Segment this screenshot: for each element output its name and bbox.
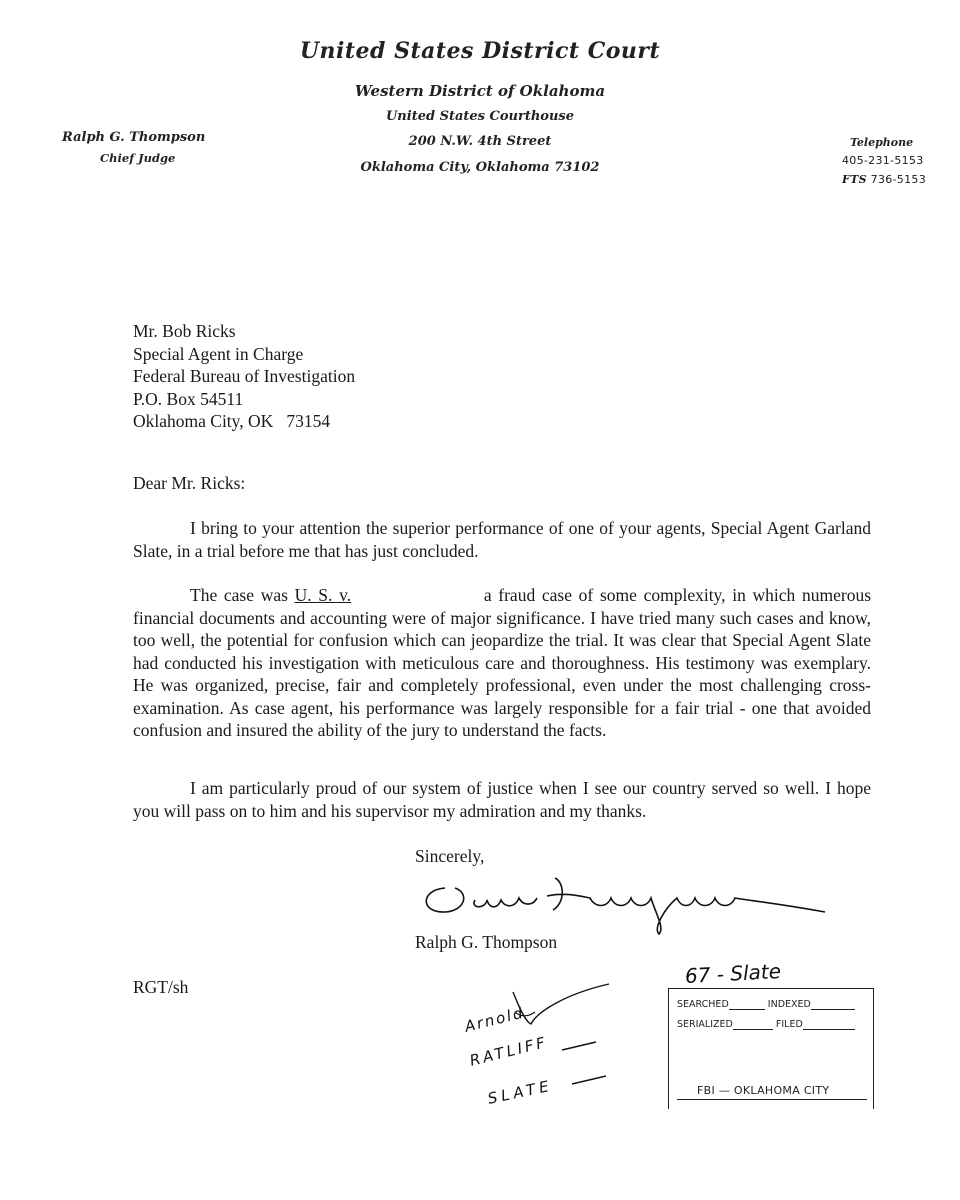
salutation: Dear Mr. Ricks: [133,473,246,493]
body-paragraph-1 [133,517,871,562]
stamp-office: FBI — OKLAHOMA CITY [697,1084,830,1097]
stamp-filed-label: FILED [775,1019,803,1030]
recipient-po-box: P.O. Box 54511 [133,388,244,409]
paragraph-1-text: I bring to your attention the superior performance of one of your agents, Special Agent Garland Slate, in a trial before me that has just concluded. [133,518,871,561]
handwritten-dash-2 [570,1074,610,1086]
courthouse-name: United States Courthouse [385,109,575,124]
recipient-organization: Federal Bureau of Investigation [133,366,356,386]
fts-value: 736-5153 [870,173,926,186]
handwritten-signature [415,868,835,938]
telephone-label: Telephone [850,136,914,149]
telephone-number: 405-231-5153 [842,154,924,167]
body-paragraph-3 [133,777,871,822]
handwritten-file-number: 67 - Slate [684,958,782,988]
signer-name: Ralph G. Thompson [415,932,558,952]
handwritten-dash-1 [560,1040,600,1052]
judge-title: Chief Judge [100,151,176,165]
case-name [295,585,478,605]
paragraph-2-start: The case was [190,585,295,605]
fts-number [842,173,926,186]
recipient-address [133,320,355,433]
courthouse-city: Oklahoma City, Oklahoma 73102 [360,160,600,175]
judge-name: Ralph G. Thompson [62,130,206,145]
typist-initials: RGT/sh [133,977,189,997]
stamp-searched-label: SEARCHED [677,999,729,1010]
fts-label: FTS [842,173,867,186]
recipient-title: Special Agent in Charge [133,343,304,364]
stamp-indexed-label: INDEXED [767,999,811,1010]
handwritten-note-line3: SLATE [486,1076,555,1108]
courthouse-street: 200 N.W. 4th Street [408,134,552,149]
recipient-name: Mr. Bob Ricks [133,321,236,341]
paragraph-2-rest: a fraud case of some complexity, in which numerous financial documents and accounting were of major significance. I have tried many such cases and know, too well, the potential for confusion which can jeopardize the trial. It was clear that Special Agent Slate had conducted his investigation with meticulous care and thoroughness. His testimony was exemplary. He was organized, precise, fair and completely professional, even under the most challenging cross-examination. As case agent, his performance was largely responsible for a fair trial - one that avoided confusion and insured the ability of the jury to understand the facts. [133,585,872,740]
stamp-rule [677,1099,867,1100]
stamp-serialized-label: SERIALIZED [677,1019,733,1030]
handwritten-note-line2: RATLIFF [467,1032,550,1070]
paragraph-3-text: I am particularly proud of our system of justice when I see our country served so well. I hope you will pass on to him and his supervisor my admiration and my thanks. [133,778,871,821]
fbi-file-stamp [668,988,874,1109]
body-paragraph-2 [133,584,871,742]
case-name-text: U. S. v. [294,585,352,605]
recipient-city: Oklahoma City, OK 73154 [133,411,331,431]
closing: Sincerely, [415,846,485,866]
handwritten-note-line1: Arnold [462,1003,527,1036]
court-name: United States District Court [299,38,661,64]
handwritten-checkmark [505,982,615,1032]
district-name: Western District of Oklahoma [354,82,606,100]
